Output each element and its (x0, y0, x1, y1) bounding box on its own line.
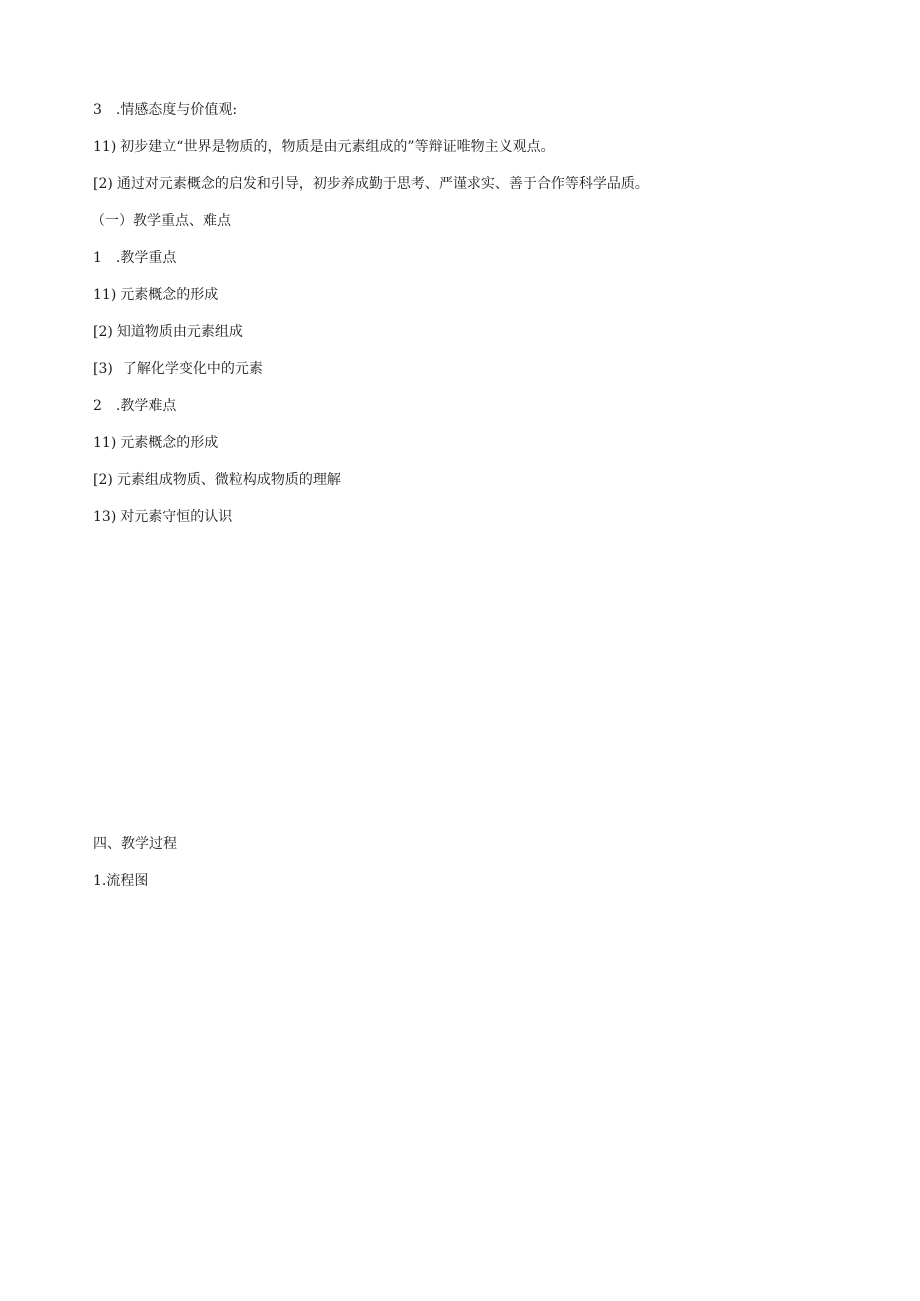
list-item (93, 286, 218, 304)
list-item (93, 471, 341, 489)
section-heading-teaching-process (93, 835, 177, 853)
line-text: 四、教学过程 (93, 836, 177, 852)
list-item (93, 323, 243, 341)
line-text: 了解化学变化中的元素 (122, 361, 263, 377)
list-item (93, 138, 555, 156)
heading-flowchart (93, 872, 148, 890)
line-text: 元素概念的形成 (120, 287, 219, 303)
list-number: 11) (93, 139, 117, 155)
list-number: 3 (93, 102, 102, 118)
list-number: [2) (93, 472, 113, 488)
list-item (93, 434, 218, 452)
line-text: .教学难点 (115, 398, 177, 414)
line-text: 通过对元素概念的启发和引导，初步养成勤于思考、严谨求实、善于合作等科学品质。 (116, 176, 649, 192)
line-text: .情感态度与价值观: (115, 102, 238, 118)
line-text: 元素组成物质、微粒构成物质的理解 (116, 472, 341, 488)
list-number: 11) (93, 287, 117, 303)
list-number: 2 (93, 398, 102, 414)
list-item (93, 508, 232, 526)
line-text: 对元素守恒的认识 (120, 509, 233, 525)
heading-affective-goals (93, 101, 237, 119)
list-number: 11) (93, 435, 117, 451)
list-number: [3) (93, 361, 113, 377)
line-text: 元素概念的形成 (120, 435, 219, 451)
heading-teaching-focus (93, 249, 176, 267)
line-text: 初步建立“世界是物质的，物质是由元素组成的”等辩证唯物主义观点。 (120, 139, 555, 155)
line-text: （一）教学重点、难点 (91, 213, 231, 229)
line-text: 知道物质由元素组成 (116, 324, 243, 340)
list-number: [2) (93, 324, 113, 340)
line-text: .教学重点 (115, 250, 177, 266)
line-text: 1.流程图 (93, 873, 149, 889)
list-number: 13) (93, 509, 117, 525)
list-item (93, 175, 649, 193)
list-number: [2) (93, 176, 113, 192)
list-item (93, 360, 263, 378)
list-number: 1 (93, 250, 102, 266)
section-heading-key-points (91, 212, 231, 230)
heading-teaching-difficulty (93, 397, 176, 415)
